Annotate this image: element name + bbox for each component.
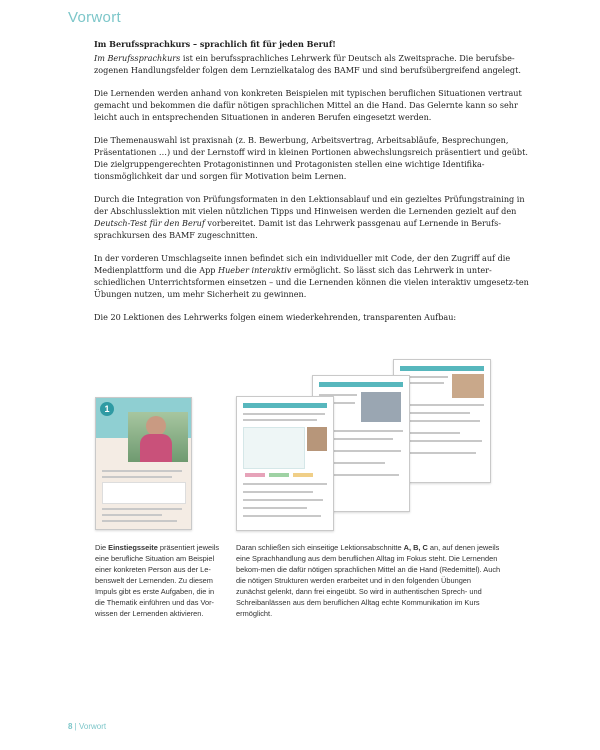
paragraph-4-text-a: Durch die Integration von Prüfungsformaten in den Lektionsablauf und ein gezieltes Prüfungstraining in der Abschlusslektion mit vielen nützlichen Tipps und Hinweisen werden die Lernenden gezielt auf den [94, 194, 525, 216]
text-line [400, 404, 484, 406]
caption-right-text-a: Daran schließen sich einseitige Lektionsabschnitte [236, 543, 404, 552]
text-line [102, 476, 172, 478]
caption-left-text-b: präsentiert jeweils eine berufliche Situation am Beispiel einer konkreten Person aus der Le-benswelt der Lernenden. Zu diesem Impuls gibt es erste Aufgaben, die in die Thematik einführen und das Vor-wissen der Lernenden aktivieren. [95, 543, 220, 618]
footer-separator: | [72, 722, 79, 731]
text-line [243, 491, 313, 493]
caption-lektionsabschnitte [236, 542, 501, 619]
text-line [400, 420, 480, 422]
caption-left-term: Einstiegsseite [108, 543, 158, 552]
text-line [102, 514, 162, 516]
paragraph-1 [94, 52, 530, 76]
intro-text [94, 38, 530, 334]
paragraph-3: Die Themenauswahl ist praxisnah (z. B. Bewerbung, Arbeitsvertrag, Arbeitsabläufe, Besprechungen, Präsentationen …) und der Lernstoff wird in kleinen Portionen abwechslungsreich präsentiert und geübt. Die zielgruppengerechten Protagonistinnen und Protagonisten stellen eine wichtige Identifika-tionsmöglichkeit dar und sorgen für Motivation beim Lernen. [94, 135, 528, 181]
section-photo [361, 392, 401, 422]
intro-heading: Im Berufssprachkurs – sprachlich fit für jeden Beruf! [94, 39, 336, 49]
highlight-tags [245, 473, 265, 477]
section-bar [243, 403, 327, 408]
paragraph-5-app-name: Hueber interaktiv [218, 265, 292, 275]
text-line [243, 483, 327, 485]
paragraph-5 [94, 252, 530, 300]
person-body-icon [140, 434, 172, 462]
text-line [400, 440, 482, 442]
paragraph-6: Die 20 Lektionen des Lehrwerks folgen einem wiederkehrenden, transparenten Aufbau: [94, 312, 457, 322]
page-number: 8 [68, 722, 73, 731]
paragraph-2: Die Lernenden werden anhand von konkreten Beispielen mit typischen beruflichen Situationen vertraut gemacht und bekommen die dafür nötigen sprachlichen Mittel an die Hand. Das Gelernte kann so sehr leicht auch in entsprechenden Situationen in anderen Berufen eingesetzt werden. [94, 88, 522, 122]
person-figure-icon [146, 416, 166, 436]
section-photo [452, 374, 484, 398]
exercise-box [102, 482, 186, 504]
paragraph-4-test-name: Deutsch-Test für den Beruf [94, 218, 205, 228]
highlight-tags [293, 473, 313, 477]
paragraph-1-text: ist ein berufssprachliches Lehrwerk für Deutsch als Zweitsprache. Die berufsbe-zogenen Handlungsfelder folgen dem Lernzielkatalog des BAMF und sind berufsübergreifend angelegt. [94, 53, 521, 75]
text-line [243, 507, 307, 509]
section-bar [319, 382, 403, 387]
text-line [400, 412, 470, 414]
text-line [102, 470, 182, 472]
caption-einstiegsseite [95, 542, 225, 619]
page-footer [68, 722, 106, 731]
paragraph-5-text-b: ermöglicht. So lässt sich das Lehrwerk in unter-schiedlichen Unterrichtsformen einsetzen – und die Lernenden können die vielen interaktiv umgesetz-ten Übungen nutzen, um mehr Sicherheit zu gewinnen. [94, 265, 529, 299]
paragraph-1-title: Im Berufssprachkurs [94, 53, 181, 63]
text-line [243, 419, 317, 421]
highlight-tags [269, 473, 289, 477]
caption-right-sections: A, B, C [403, 543, 428, 552]
paragraph-5-text-a: In der vorderen Umschlagseite innen befindet sich ein individueller mit Code, der den Zugriff auf die Medienplattform und die App [94, 253, 511, 275]
text-line [243, 413, 325, 415]
text-line [400, 452, 476, 454]
paragraph-4-text-b: vorbereitet. Damit ist das Lehrwerk passgenau auf Lernende in Berufs-sprachkursen des BAMF zugeschnitten. [94, 218, 502, 240]
caption-right-text-b: an, auf denen jeweils eine Sprachhandlung aus dem beruflichen Alltag im Fokus steht. Die Lernenden bekom-men die dafür nötigen sprachlichen Mittel an die Hand (Redemittel). Auch die nötigen Strukturen werden erarbeitet und in den folgenden Übungen zunächst gelenkt, dann frei eingeübt. So wird in authentischen Sprech- und Schreibanlässen aus dem beruflichen Alltag echte Kommunikation im Kurs ermöglicht. [236, 543, 501, 618]
redemittel-box [243, 427, 305, 469]
lesson-number-badge: 1 [100, 402, 114, 416]
text-line [102, 520, 177, 522]
text-line [243, 515, 321, 517]
section-title: Vorwort [68, 9, 121, 26]
text-line [243, 499, 323, 501]
lektionsabschnitt-a-thumbnail [236, 396, 334, 531]
section-photo [307, 427, 327, 451]
footer-label: Vorwort [78, 722, 107, 731]
einstiegsseite-thumbnail [95, 397, 192, 530]
section-bar [400, 366, 484, 371]
text-line [102, 508, 182, 510]
caption-left-text-a: Die [95, 543, 109, 552]
paragraph-4 [94, 193, 530, 241]
